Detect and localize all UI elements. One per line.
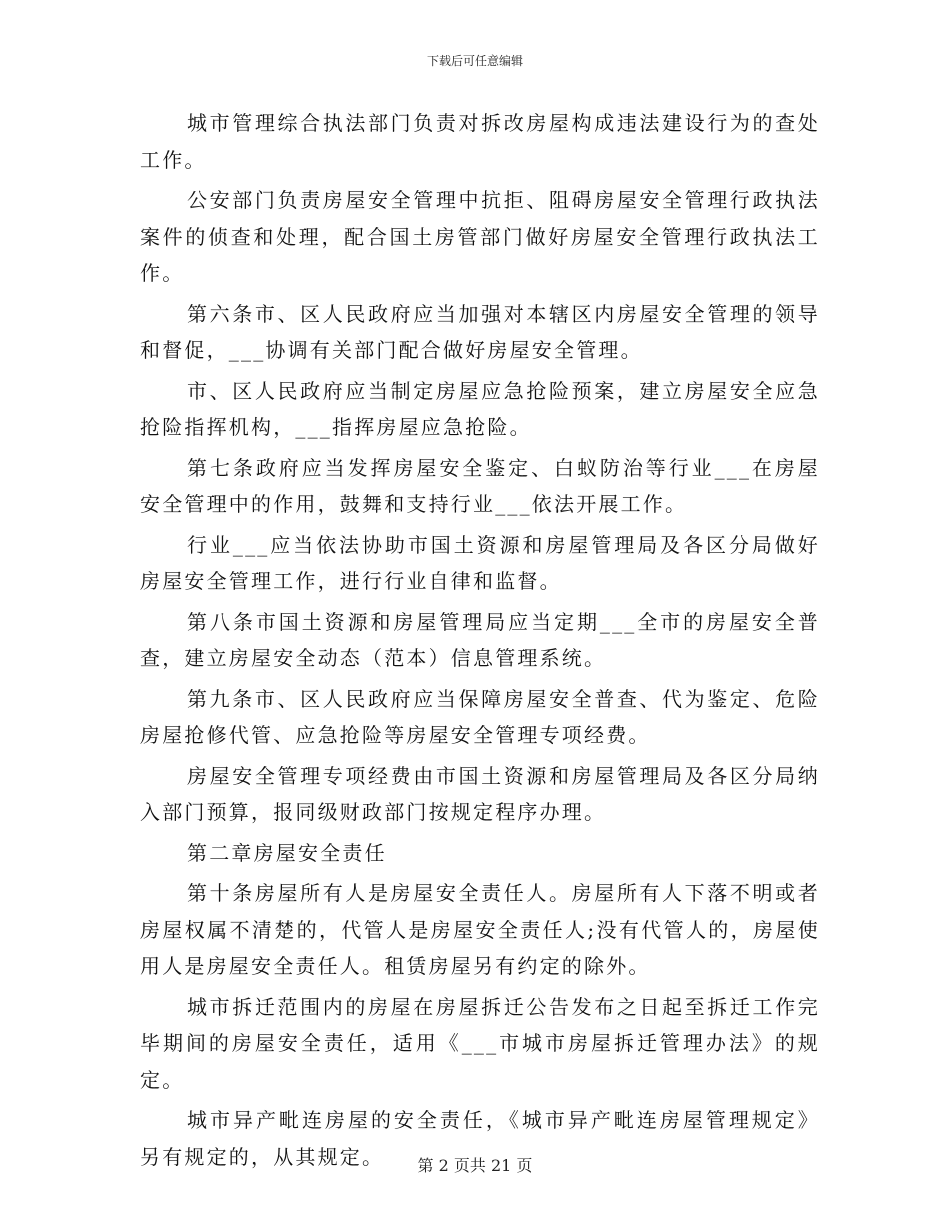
document-body — [140, 105, 820, 1179]
paragraph: 第六条市、区人民政府应当加强对本辖区内房屋安全管理的领导和督促，___协调有关部门配合做好房屋安全管理。 — [140, 301, 820, 362]
paragraph: 城市异产毗连房屋的安全责任，《城市异产毗连房屋管理规定》另有规定的，从其规定。 — [140, 1108, 820, 1169]
chapter-heading: 第二章房屋安全责任 — [187, 840, 387, 865]
paragraph: 第七条政府应当发挥房屋安全鉴定、白蚁防治等行业___在房屋安全管理中的作用，鼓舞和支持行业___依法开展工作。 — [140, 455, 820, 516]
page-header: 下载后可任意编辑 — [426, 54, 523, 68]
paragraph: 第十条房屋所有人是房屋安全责任人。房屋所有人下落不明或者房屋权属不清楚的，代管人是房屋安全责任人;没有代管人的，房屋使用人是房屋安全责任人。租赁房屋另有约定的除外。 — [140, 881, 820, 978]
paragraph: 市、区人民政府应当制定房屋应急抢险预案，建立房屋安全应急抢险指挥机构，___指挥房屋应急抢险。 — [140, 378, 820, 439]
page-number: 第 2 页共 21 页 — [417, 1156, 533, 1175]
paragraph: 城市管理综合执法部门负责对拆改房屋构成违法建设行为的查处工作。 — [140, 111, 820, 172]
paragraph: 公安部门负责房屋安全管理中抗拒、阻碍房屋安全管理行政执法案件的侦查和处理，配合国土房管部门做好房屋安全管理行政执法工作。 — [140, 188, 820, 285]
paragraph: 房屋安全管理专项经费由市国土资源和房屋管理局及各区分局纳入部门预算，报同级财政部门按规定程序办理。 — [140, 763, 820, 824]
paragraph: 第八条市国土资源和房屋管理局应当定期___全市的房屋安全普查，建立房屋安全动态（范本）信息管理系统。 — [140, 609, 820, 670]
paragraph: 行业___应当依法协助市国土资源和房屋管理局及各区分局做好房屋安全管理工作，进行行业自律和监督。 — [140, 532, 820, 593]
paragraph: 城市拆迁范围内的房屋在房屋拆迁公告发布之日起至拆迁工作完毕期间的房屋安全责任，适用《___市城市房屋拆迁管理办法》的规定。 — [140, 994, 820, 1092]
paragraph: 第九条市、区人民政府应当保障房屋安全普查、代为鉴定、危险房屋抢修代管、应急抢险等房屋安全管理专项经费。 — [140, 686, 820, 747]
